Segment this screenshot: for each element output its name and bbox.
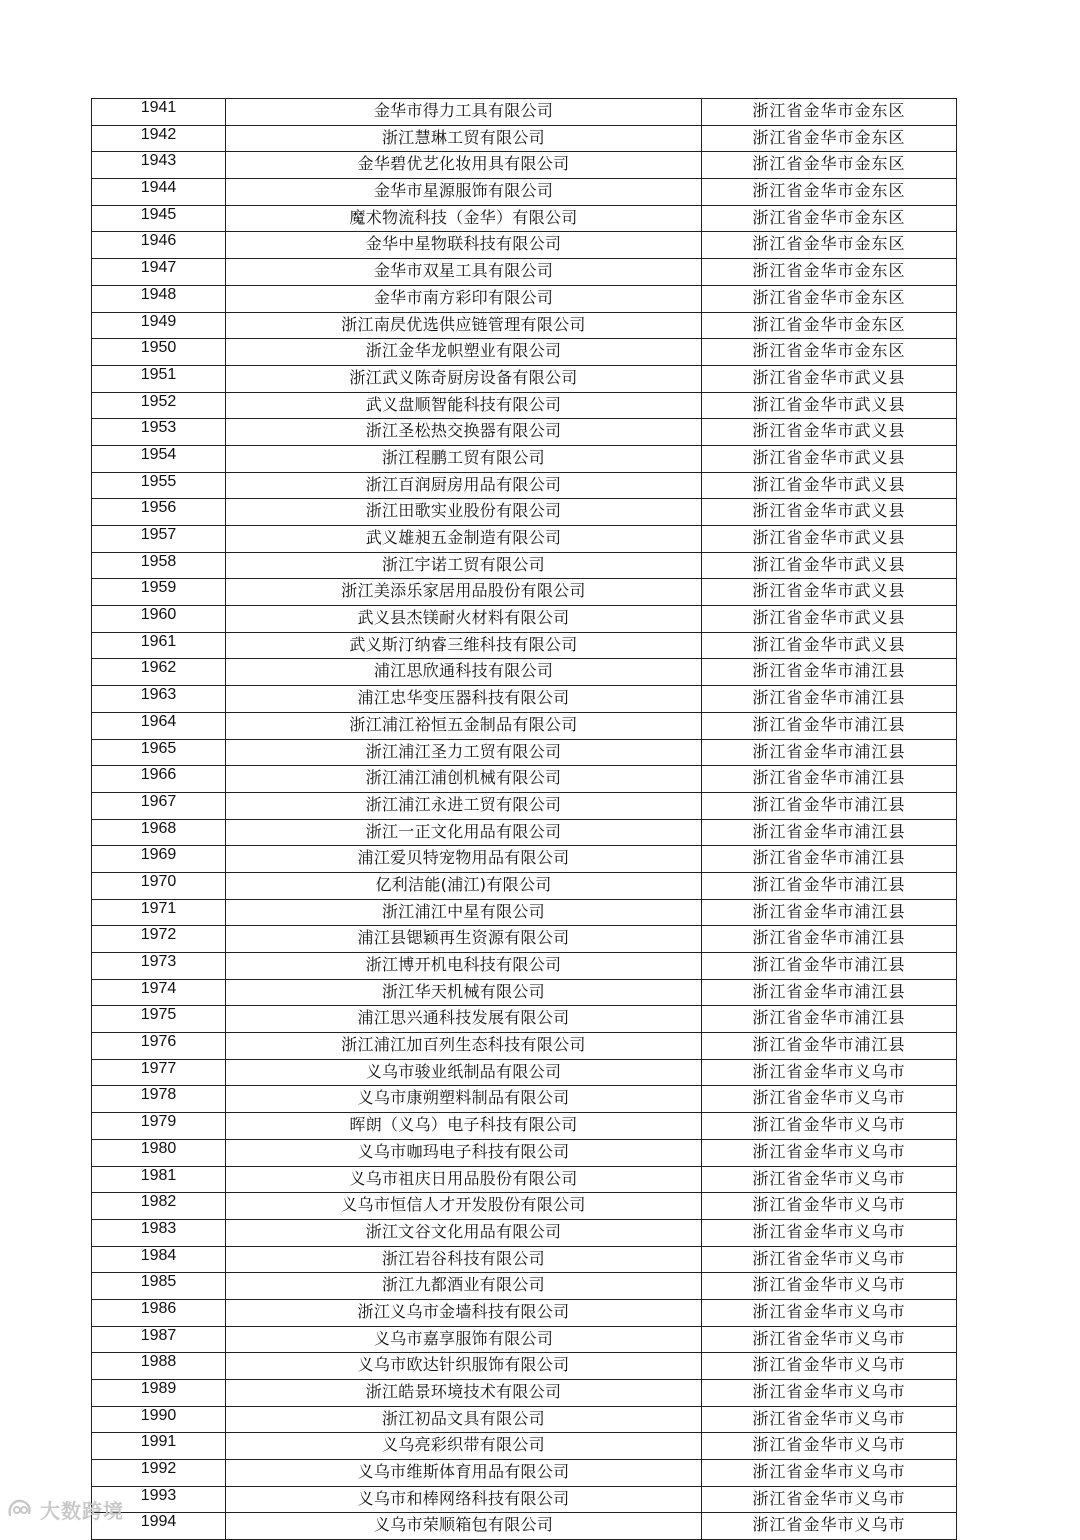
row-number-cell: 1983 (92, 1219, 226, 1246)
region-cell: 浙江省金华市义乌市 (702, 1246, 957, 1273)
row-number-cell: 1984 (92, 1246, 226, 1273)
company-name-cell: 浙江金华龙帜塑业有限公司 (226, 339, 702, 366)
company-name-cell: 义乌市和棒网络科技有限公司 (226, 1486, 702, 1513)
row-number-cell: 1992 (92, 1460, 226, 1487)
table-row (92, 1406, 957, 1433)
region-cell: 浙江省金华市义乌市 (702, 1380, 957, 1407)
table-row (92, 1513, 957, 1540)
region-cell: 浙江省金华市金东区 (702, 152, 957, 179)
company-name-cell: 武义雄昶五金制造有限公司 (226, 526, 702, 553)
table-row (92, 1353, 957, 1380)
region-cell: 浙江省金华市义乌市 (702, 1166, 957, 1193)
region-cell: 浙江省金华市义乌市 (702, 1513, 957, 1540)
region-cell: 浙江省金华市义乌市 (702, 1219, 957, 1246)
row-number-cell: 1944 (92, 179, 226, 206)
company-name-cell: 晖朗（义乌）电子科技有限公司 (226, 1113, 702, 1140)
row-number-cell: 1969 (92, 846, 226, 873)
region-cell: 浙江省金华市武义县 (702, 499, 957, 526)
company-name-cell: 浙江浦江永进工贸有限公司 (226, 792, 702, 819)
region-cell: 浙江省金华市义乌市 (702, 1299, 957, 1326)
table-row (92, 1033, 957, 1060)
table-row (92, 99, 957, 126)
table-row (92, 1460, 957, 1487)
region-cell: 浙江省金华市浦江县 (702, 686, 957, 713)
table-row (92, 1193, 957, 1220)
row-number-cell: 1946 (92, 232, 226, 259)
company-name-cell: 浙江浦江加百列生态科技有限公司 (226, 1033, 702, 1060)
table-row (92, 579, 957, 606)
company-name-cell: 义乌市康朔塑料制品有限公司 (226, 1086, 702, 1113)
row-number-cell: 1989 (92, 1380, 226, 1407)
company-name-cell: 金华市星源服饰有限公司 (226, 179, 702, 206)
region-cell: 浙江省金华市浦江县 (702, 979, 957, 1006)
row-number-cell: 1945 (92, 205, 226, 232)
region-cell: 浙江省金华市武义县 (702, 606, 957, 633)
row-number-cell: 1981 (92, 1166, 226, 1193)
row-number-cell: 1950 (92, 339, 226, 366)
row-number-cell: 1954 (92, 445, 226, 472)
table-row (92, 285, 957, 312)
row-number-cell: 1976 (92, 1033, 226, 1060)
table-row (92, 1299, 957, 1326)
region-cell: 浙江省金华市武义县 (702, 419, 957, 446)
row-number-cell: 1966 (92, 766, 226, 793)
table-body (92, 99, 957, 1540)
table-row (92, 1486, 957, 1513)
row-number-cell: 1953 (92, 419, 226, 446)
company-name-cell: 义乌市咖玛电子科技有限公司 (226, 1139, 702, 1166)
region-cell: 浙江省金华市浦江县 (702, 1006, 957, 1033)
row-number-cell: 1982 (92, 1193, 226, 1220)
company-name-cell: 浙江宇诺工贸有限公司 (226, 552, 702, 579)
row-number-cell: 1978 (92, 1086, 226, 1113)
table-row (92, 1059, 957, 1086)
row-number-cell: 1993 (92, 1486, 226, 1513)
company-list-table (91, 98, 957, 1540)
row-number-cell: 1956 (92, 499, 226, 526)
row-number-cell: 1965 (92, 739, 226, 766)
company-name-cell: 浙江田歌实业股份有限公司 (226, 499, 702, 526)
company-name-cell: 义乌市欧达针织服饰有限公司 (226, 1353, 702, 1380)
region-cell: 浙江省金华市金东区 (702, 232, 957, 259)
row-number-cell: 1974 (92, 979, 226, 1006)
company-name-cell: 金华市得力工具有限公司 (226, 99, 702, 126)
company-name-cell: 浦江爱贝特宠物用品有限公司 (226, 846, 702, 873)
company-name-cell: 浙江浦江圣力工贸有限公司 (226, 739, 702, 766)
company-name-cell: 浙江岩谷科技有限公司 (226, 1246, 702, 1273)
table-row (92, 792, 957, 819)
table-row (92, 419, 957, 446)
region-cell: 浙江省金华市义乌市 (702, 1113, 957, 1140)
table-row (92, 1380, 957, 1407)
region-cell: 浙江省金华市义乌市 (702, 1273, 957, 1300)
table-row (92, 1246, 957, 1273)
table-row (92, 1433, 957, 1460)
table-row (92, 125, 957, 152)
table-row (92, 926, 957, 953)
row-number-cell: 1990 (92, 1406, 226, 1433)
region-cell: 浙江省金华市金东区 (702, 259, 957, 286)
region-cell: 浙江省金华市武义县 (702, 365, 957, 392)
region-cell: 浙江省金华市浦江县 (702, 846, 957, 873)
company-name-cell: 金华碧优艺化妆用具有限公司 (226, 152, 702, 179)
table-row (92, 552, 957, 579)
table-row (92, 1006, 957, 1033)
row-number-cell: 1967 (92, 792, 226, 819)
row-number-cell: 1952 (92, 392, 226, 419)
row-number-cell: 1972 (92, 926, 226, 953)
table-row (92, 899, 957, 926)
company-name-cell: 义乌市骏业纸制品有限公司 (226, 1059, 702, 1086)
row-number-cell: 1948 (92, 285, 226, 312)
company-name-cell: 浦江忠华变压器科技有限公司 (226, 686, 702, 713)
region-cell: 浙江省金华市金东区 (702, 205, 957, 232)
row-number-cell: 1962 (92, 659, 226, 686)
row-number-cell: 1977 (92, 1059, 226, 1086)
company-name-cell: 浙江浦江中星有限公司 (226, 899, 702, 926)
company-name-cell: 义乌市恒信人才开发股份有限公司 (226, 1193, 702, 1220)
table-row (92, 766, 957, 793)
table-row (92, 1166, 957, 1193)
company-name-cell: 浦江县锶颖再生资源有限公司 (226, 926, 702, 953)
table-row (92, 1326, 957, 1353)
table-row (92, 953, 957, 980)
company-name-cell: 浙江华天机械有限公司 (226, 979, 702, 1006)
row-number-cell: 1980 (92, 1139, 226, 1166)
company-name-cell: 浙江美添乐家居用品股份有限公司 (226, 579, 702, 606)
table-row (92, 526, 957, 553)
table-row (92, 1086, 957, 1113)
table-row (92, 365, 957, 392)
region-cell: 浙江省金华市金东区 (702, 179, 957, 206)
table-row (92, 259, 957, 286)
row-number-cell: 1960 (92, 606, 226, 633)
table-row (92, 739, 957, 766)
region-cell: 浙江省金华市金东区 (702, 125, 957, 152)
region-cell: 浙江省金华市浦江县 (702, 899, 957, 926)
table-row (92, 872, 957, 899)
table-row (92, 1273, 957, 1300)
table-row (92, 659, 957, 686)
region-cell: 浙江省金华市义乌市 (702, 1353, 957, 1380)
row-number-cell: 1987 (92, 1326, 226, 1353)
row-number-cell: 1942 (92, 125, 226, 152)
region-cell: 浙江省金华市义乌市 (702, 1326, 957, 1353)
row-number-cell: 1975 (92, 1006, 226, 1033)
brand-logo-icon (6, 1497, 34, 1521)
table-row (92, 339, 957, 366)
company-name-cell: 浙江浦江裕恒五金制品有限公司 (226, 712, 702, 739)
watermark-text: 大数跨境 (40, 1498, 124, 1523)
row-number-cell: 1979 (92, 1113, 226, 1140)
region-cell: 浙江省金华市义乌市 (702, 1433, 957, 1460)
row-number-cell: 1949 (92, 312, 226, 339)
region-cell: 浙江省金华市浦江县 (702, 872, 957, 899)
table-row (92, 499, 957, 526)
table-row (92, 472, 957, 499)
company-name-cell: 金华市南方彩印有限公司 (226, 285, 702, 312)
region-cell: 浙江省金华市义乌市 (702, 1486, 957, 1513)
region-cell: 浙江省金华市浦江县 (702, 792, 957, 819)
company-name-cell: 浙江九都酒业有限公司 (226, 1273, 702, 1300)
row-number-cell: 1970 (92, 872, 226, 899)
region-cell: 浙江省金华市浦江县 (702, 1033, 957, 1060)
company-name-cell: 武义斯汀纳睿三维科技有限公司 (226, 632, 702, 659)
region-cell: 浙江省金华市金东区 (702, 312, 957, 339)
table-row (92, 632, 957, 659)
table-row (92, 179, 957, 206)
company-name-cell: 浙江浦江浦创机械有限公司 (226, 766, 702, 793)
company-name-cell: 魔术物流科技（金华）有限公司 (226, 205, 702, 232)
company-name-cell: 武义县杰镁耐火材料有限公司 (226, 606, 702, 633)
region-cell: 浙江省金华市武义县 (702, 445, 957, 472)
region-cell: 浙江省金华市武义县 (702, 579, 957, 606)
company-name-cell: 义乌市荣顺箱包有限公司 (226, 1513, 702, 1540)
company-name-cell: 浙江圣松热交换器有限公司 (226, 419, 702, 446)
company-name-cell: 浙江皓景环境技术有限公司 (226, 1380, 702, 1407)
row-number-cell: 1985 (92, 1273, 226, 1300)
table-row (92, 819, 957, 846)
row-number-cell: 1959 (92, 579, 226, 606)
table-row (92, 232, 957, 259)
company-name-cell: 浙江一正文化用品有限公司 (226, 819, 702, 846)
company-name-cell: 亿利洁能(浦江)有限公司 (226, 872, 702, 899)
region-cell: 浙江省金华市浦江县 (702, 926, 957, 953)
region-cell: 浙江省金华市浦江县 (702, 953, 957, 980)
region-cell: 浙江省金华市浦江县 (702, 766, 957, 793)
table-row (92, 712, 957, 739)
company-list-table-wrapper (91, 98, 956, 1540)
company-name-cell: 义乌市维斯体育用品有限公司 (226, 1460, 702, 1487)
region-cell: 浙江省金华市义乌市 (702, 1406, 957, 1433)
row-number-cell: 1994 (92, 1513, 226, 1540)
company-name-cell: 义乌亮彩织带有限公司 (226, 1433, 702, 1460)
region-cell: 浙江省金华市义乌市 (702, 1193, 957, 1220)
region-cell: 浙江省金华市浦江县 (702, 739, 957, 766)
table-row (92, 1139, 957, 1166)
company-name-cell: 浙江义乌市金墙科技有限公司 (226, 1299, 702, 1326)
row-number-cell: 1988 (92, 1353, 226, 1380)
region-cell: 浙江省金华市金东区 (702, 285, 957, 312)
company-name-cell: 浙江百润厨房用品有限公司 (226, 472, 702, 499)
region-cell: 浙江省金华市义乌市 (702, 1460, 957, 1487)
company-name-cell: 浙江程鹏工贸有限公司 (226, 445, 702, 472)
region-cell: 浙江省金华市武义县 (702, 472, 957, 499)
company-name-cell: 浙江博开机电科技有限公司 (226, 953, 702, 980)
company-name-cell: 金华市双星工具有限公司 (226, 259, 702, 286)
company-name-cell: 金华中星物联科技有限公司 (226, 232, 702, 259)
row-number-cell: 1947 (92, 259, 226, 286)
region-cell: 浙江省金华市义乌市 (702, 1139, 957, 1166)
row-number-cell: 1957 (92, 526, 226, 553)
row-number-cell: 1968 (92, 819, 226, 846)
table-row (92, 205, 957, 232)
table-row (92, 846, 957, 873)
table-row (92, 152, 957, 179)
table-row (92, 312, 957, 339)
row-number-cell: 1951 (92, 365, 226, 392)
region-cell: 浙江省金华市武义县 (702, 552, 957, 579)
table-row (92, 686, 957, 713)
region-cell: 浙江省金华市金东区 (702, 99, 957, 126)
table-row (92, 1113, 957, 1140)
company-name-cell: 义乌市嘉享服饰有限公司 (226, 1326, 702, 1353)
region-cell: 浙江省金华市义乌市 (702, 1059, 957, 1086)
region-cell: 浙江省金华市武义县 (702, 526, 957, 553)
region-cell: 浙江省金华市武义县 (702, 392, 957, 419)
company-name-cell: 义乌市祖庆日用品股份有限公司 (226, 1166, 702, 1193)
company-name-cell: 浙江南昃优选供应链管理有限公司 (226, 312, 702, 339)
table-row (92, 979, 957, 1006)
region-cell: 浙江省金华市义乌市 (702, 1086, 957, 1113)
company-name-cell: 浙江初品文具有限公司 (226, 1406, 702, 1433)
company-name-cell: 武义盘顺智能科技有限公司 (226, 392, 702, 419)
table-row (92, 392, 957, 419)
company-name-cell: 浦江思兴通科技发展有限公司 (226, 1006, 702, 1033)
region-cell: 浙江省金华市武义县 (702, 632, 957, 659)
row-number-cell: 1958 (92, 552, 226, 579)
region-cell: 浙江省金华市浦江县 (702, 712, 957, 739)
region-cell: 浙江省金华市浦江县 (702, 819, 957, 846)
company-name-cell: 浙江文谷文化用品有限公司 (226, 1219, 702, 1246)
watermark (6, 1494, 124, 1524)
region-cell: 浙江省金华市浦江县 (702, 659, 957, 686)
table-row (92, 1219, 957, 1246)
row-number-cell: 1971 (92, 899, 226, 926)
row-number-cell: 1961 (92, 632, 226, 659)
row-number-cell: 1991 (92, 1433, 226, 1460)
row-number-cell: 1941 (92, 99, 226, 126)
row-number-cell: 1963 (92, 686, 226, 713)
region-cell: 浙江省金华市金东区 (702, 339, 957, 366)
row-number-cell: 1955 (92, 472, 226, 499)
table-row (92, 445, 957, 472)
company-name-cell: 浙江慧琳工贸有限公司 (226, 125, 702, 152)
table-row (92, 606, 957, 633)
row-number-cell: 1964 (92, 712, 226, 739)
row-number-cell: 1973 (92, 953, 226, 980)
company-name-cell: 浙江武义陈奇厨房设备有限公司 (226, 365, 702, 392)
company-name-cell: 浦江思欣通科技有限公司 (226, 659, 702, 686)
row-number-cell: 1986 (92, 1299, 226, 1326)
row-number-cell: 1943 (92, 152, 226, 179)
